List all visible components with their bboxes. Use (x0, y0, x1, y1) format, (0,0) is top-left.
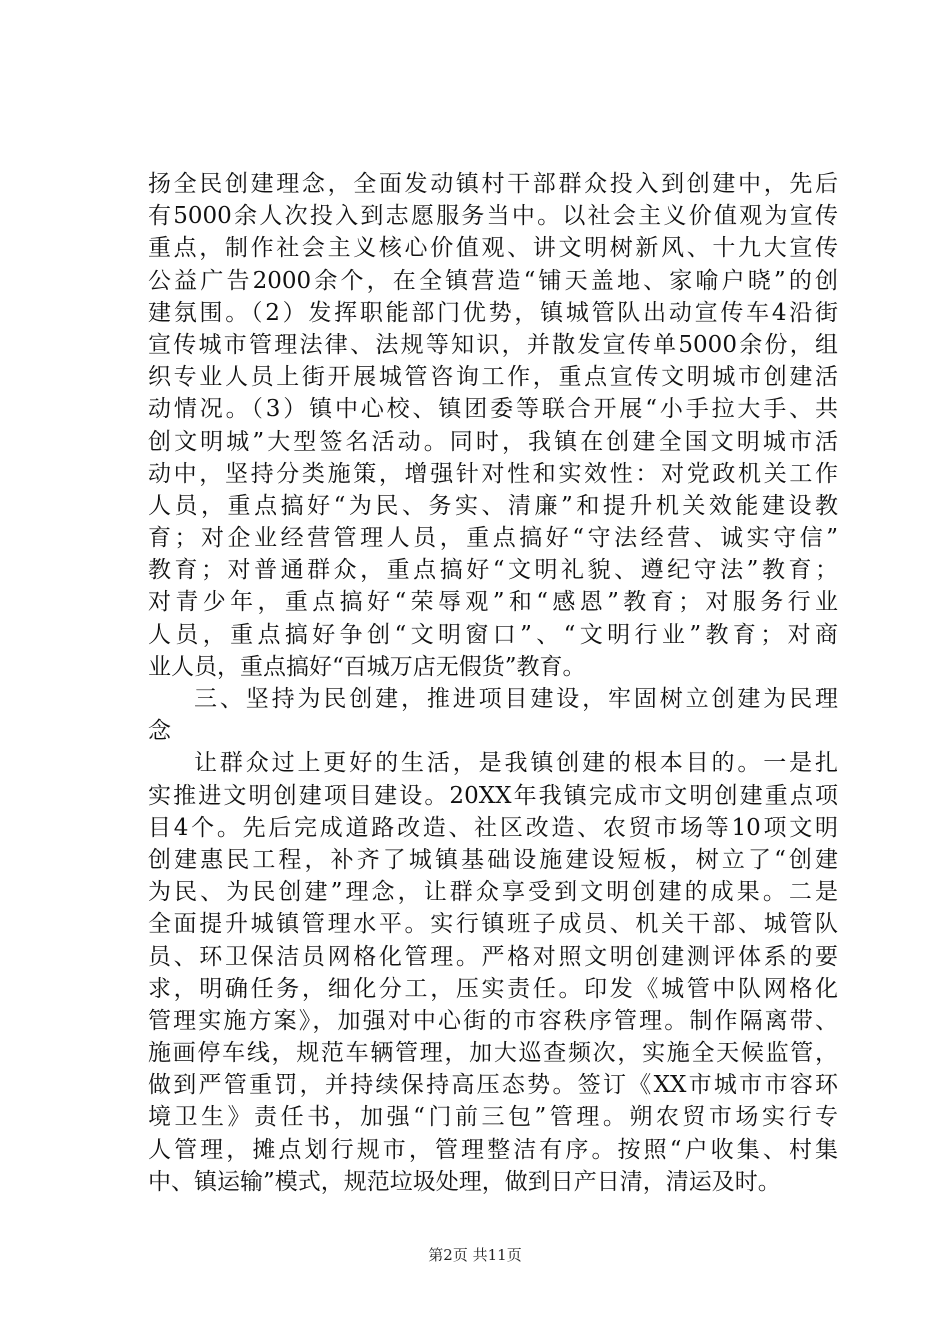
text-line: 育；对企业经营管理人员，重点搞好“守法经营、诚实守信” (148, 525, 838, 552)
text-line: 人管理，摊点划行规市，管理整洁有序。按照“户收集、村集 (148, 1136, 838, 1163)
text-line: 中、镇运输”模式，规范垃圾处理，做到日产日清，清运及时。 (148, 1168, 781, 1195)
text-line: 建氛围。（2）发挥职能部门优势，镇城管队出动宣传车4沿街 (148, 299, 838, 326)
text-line: 全面提升城镇管理水平。实行镇班子成员、机关干部、城管队 (148, 911, 838, 938)
text-line: 动情况。（3）镇中心校、镇团委等联合开展“小手拉大手、共 (148, 396, 838, 423)
text-line: 为民、为民创建”理念，让群众享受到文明创建的成果。二是 (148, 879, 838, 906)
text-line: 员、环卫保洁员网格化管理。严格对照文明创建测评体系的要 (148, 943, 838, 970)
page-number: 第2页 共11页 (428, 1246, 522, 1264)
text-line: 业人员，重点搞好“百城万店无假货”教育。 (148, 653, 586, 680)
paragraph (148, 747, 838, 1198)
text-line: 做到严管重罚，并持续保持高压态势。签订《XX市城市市容环 (148, 1072, 838, 1099)
text-line: 目4个。先后完成道路改造、社区改造、农贸市场等10项文明 (148, 814, 838, 841)
heading-line: 念 (148, 718, 171, 745)
text-line: 织专业人员上街开展城管咨询工作，重点宣传文明城市创建活 (148, 364, 838, 391)
text-line: 对青少年，重点搞好“荣辱观”和“感恩”教育；对服务行业 (148, 589, 838, 616)
heading-line: 三、坚持为民创建，推进项目建设，牢固树立创建为民理 (194, 686, 838, 712)
text-line: 人员，重点搞好“为民、务实、清廉”和提升机关效能建设教 (148, 492, 838, 519)
text-line: 让群众过上更好的生活，是我镇创建的根本目的。一是扎 (194, 750, 838, 777)
section-heading (148, 683, 838, 747)
text-line: 创建惠民工程，补齐了城镇基础设施建设短板，树立了“创建 (148, 846, 838, 873)
text-line: 实推进文明创建项目建设。20XX年我镇完成市文明创建重点项 (148, 782, 838, 809)
text-line: 有5000余人次投入到志愿服务当中。以社会主义价值观为宣传 (148, 203, 838, 230)
text-line: 宣传城市管理法律、法规等知识，并散发宣传单5000余份，组 (148, 331, 838, 358)
text-line: 管理实施方案》，加强对中心街的市容秩序管理。制作隔离带、 (148, 1007, 838, 1034)
text-line: 重点，制作社会主义核心价值观、讲文明树新风、十九大宣传 (148, 235, 838, 262)
paragraph-continuation (148, 168, 838, 683)
page-footer (0, 1244, 950, 1265)
text-line: 动中，坚持分类施策，增强针对性和实效性：对党政机关工作 (148, 460, 838, 487)
text-line: 公益广告2000余个，在全镇营造“铺天盖地、家喻户晓”的创 (148, 267, 838, 294)
text-line: 扬全民创建理念，全面发动镇村干部群众投入到创建中，先后 (148, 171, 838, 197)
text-line: 教育；对普通群众，重点搞好“文明礼貌、遵纪守法”教育； (148, 557, 838, 584)
text-line: 境卫生》责任书，加强“门前三包”管理。朔农贸市场实行专 (148, 1104, 838, 1131)
body-text (148, 168, 838, 1198)
text-line: 创文明城”大型签名活动。同时，我镇在创建全国文明城市活 (148, 428, 838, 455)
text-line: 求，明确任务，细化分工，压实责任。印发《城管中队网格化 (148, 975, 838, 1002)
text-line: 施画停车线，规范车辆管理，加大巡查频次，实施全天候监管， (148, 1040, 838, 1067)
text-line: 人员，重点搞好争创“文明窗口”、“文明行业”教育；对商 (148, 621, 838, 648)
